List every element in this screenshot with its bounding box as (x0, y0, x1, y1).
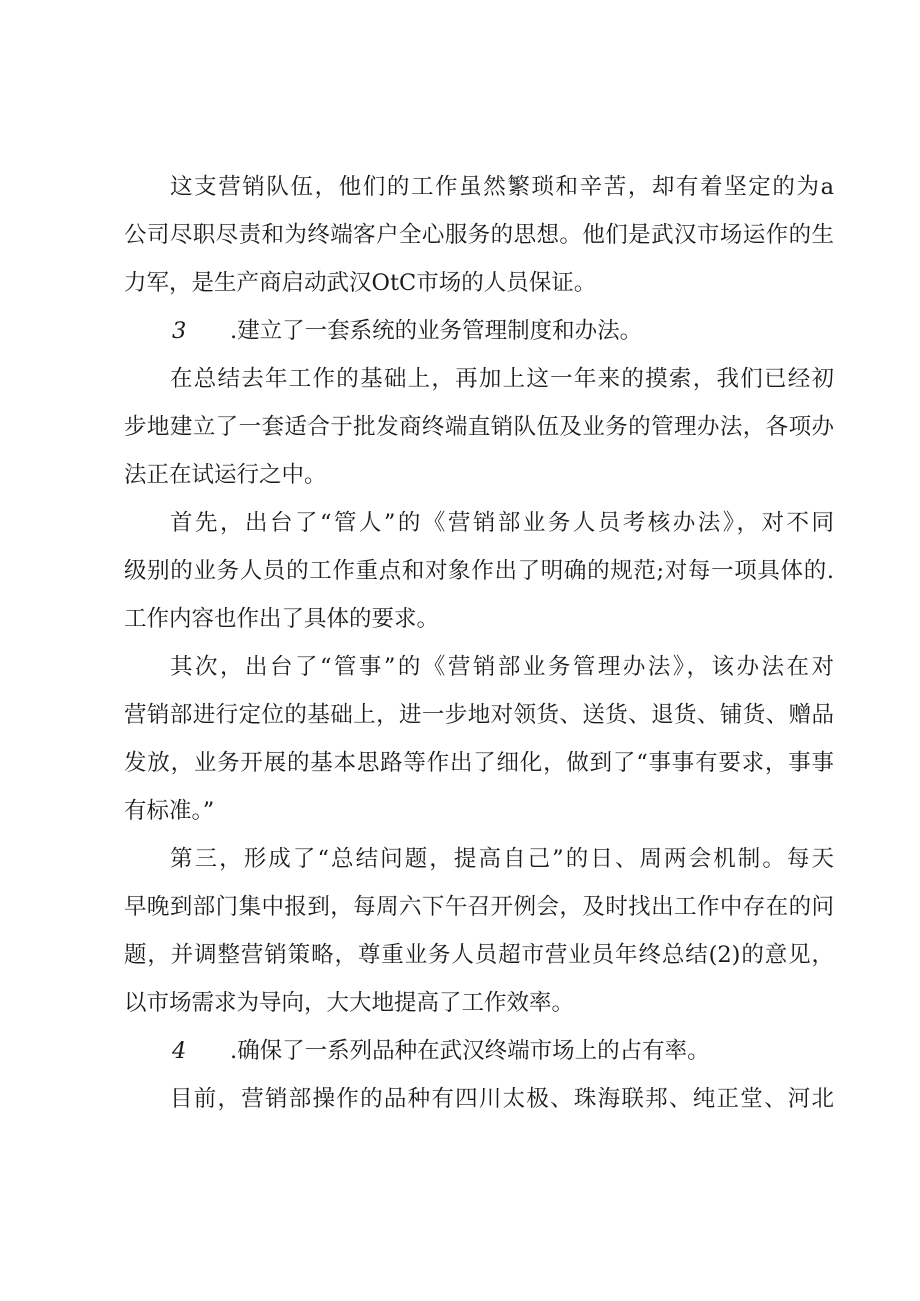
paragraph-4-line-4: 有标准。” (124, 798, 215, 824)
paragraph-3-line-3: 工作内容也作出了具体的要求。 (124, 606, 440, 632)
paragraph-2-line-2: 步地建立了一套适合于批发商终端直销队伍及业务的管理办法，各项办 (124, 414, 834, 440)
section-title-3: .建立了一套系统的业务管理制度和办法。 (230, 318, 643, 344)
section-heading-4 (172, 1040, 710, 1063)
paragraph-1-line-1: 这支营销队伍，他们的工作虽然繁琐和辛苦，却有着坚定的为a (170, 174, 834, 200)
section-heading-3 (172, 320, 642, 343)
paragraph-6-line-1: 目前，营销部操作的品种有四川太极、珠海联邦、纯正堂、河北 (170, 1086, 834, 1112)
paragraph-1-line-2: 公司尽职尽责和为终端客户全心服务的思想。他们是武汉市场运作的生 (124, 222, 834, 248)
paragraph-5-line-4: 以市场需求为导向，大大地提高了工作效率。 (124, 990, 575, 1016)
section-title-4: .确保了一系列品种在武汉终端市场上的占有率。 (230, 1038, 710, 1064)
paragraph-4-line-1: 其次，出台了“管事”的《营销部业务管理办法》，该办法在对 (170, 654, 834, 680)
section-number-3: 3 (172, 318, 187, 344)
section-number-4: 4 (172, 1038, 187, 1064)
paragraph-4-line-2: 营销部进行定位的基础上，进一步地对领货、送货、退货、铺货、赠品 (124, 702, 834, 728)
paragraph-3-line-2: 级别的业务人员的工作重点和对象作出了明确的规范;对每一项具体的. (124, 558, 834, 584)
paragraph-4-line-3: 发放，业务开展的基本思路等作出了细化，做到了“事事有要求，事事 (124, 750, 834, 776)
paragraph-5-line-1: 第三，形成了“总结问题，提高自己”的日、周两会机制。每天 (170, 846, 834, 872)
paragraph-5-line-3: 题，并调整营销策略，尊重业务人员超市营业员年终总结(2)的意见， (124, 942, 834, 968)
paragraph-5-line-2: 早晚到部门集中报到，每周六下午召开例会，及时找出工作中存在的问 (124, 894, 834, 920)
paragraph-1-line-3: 力军，是生产商启动武汉OtC市场的人员保证。 (124, 270, 597, 296)
paragraph-3-line-1: 首先，出台了“管人”的《营销部业务人员考核办法》，对不同 (170, 510, 834, 536)
paragraph-2-line-1: 在总结去年工作的基础上，再加上这一年来的摸索，我们已经初 (170, 366, 834, 392)
paragraph-2-line-3: 法正在试运行之中。 (124, 462, 327, 488)
